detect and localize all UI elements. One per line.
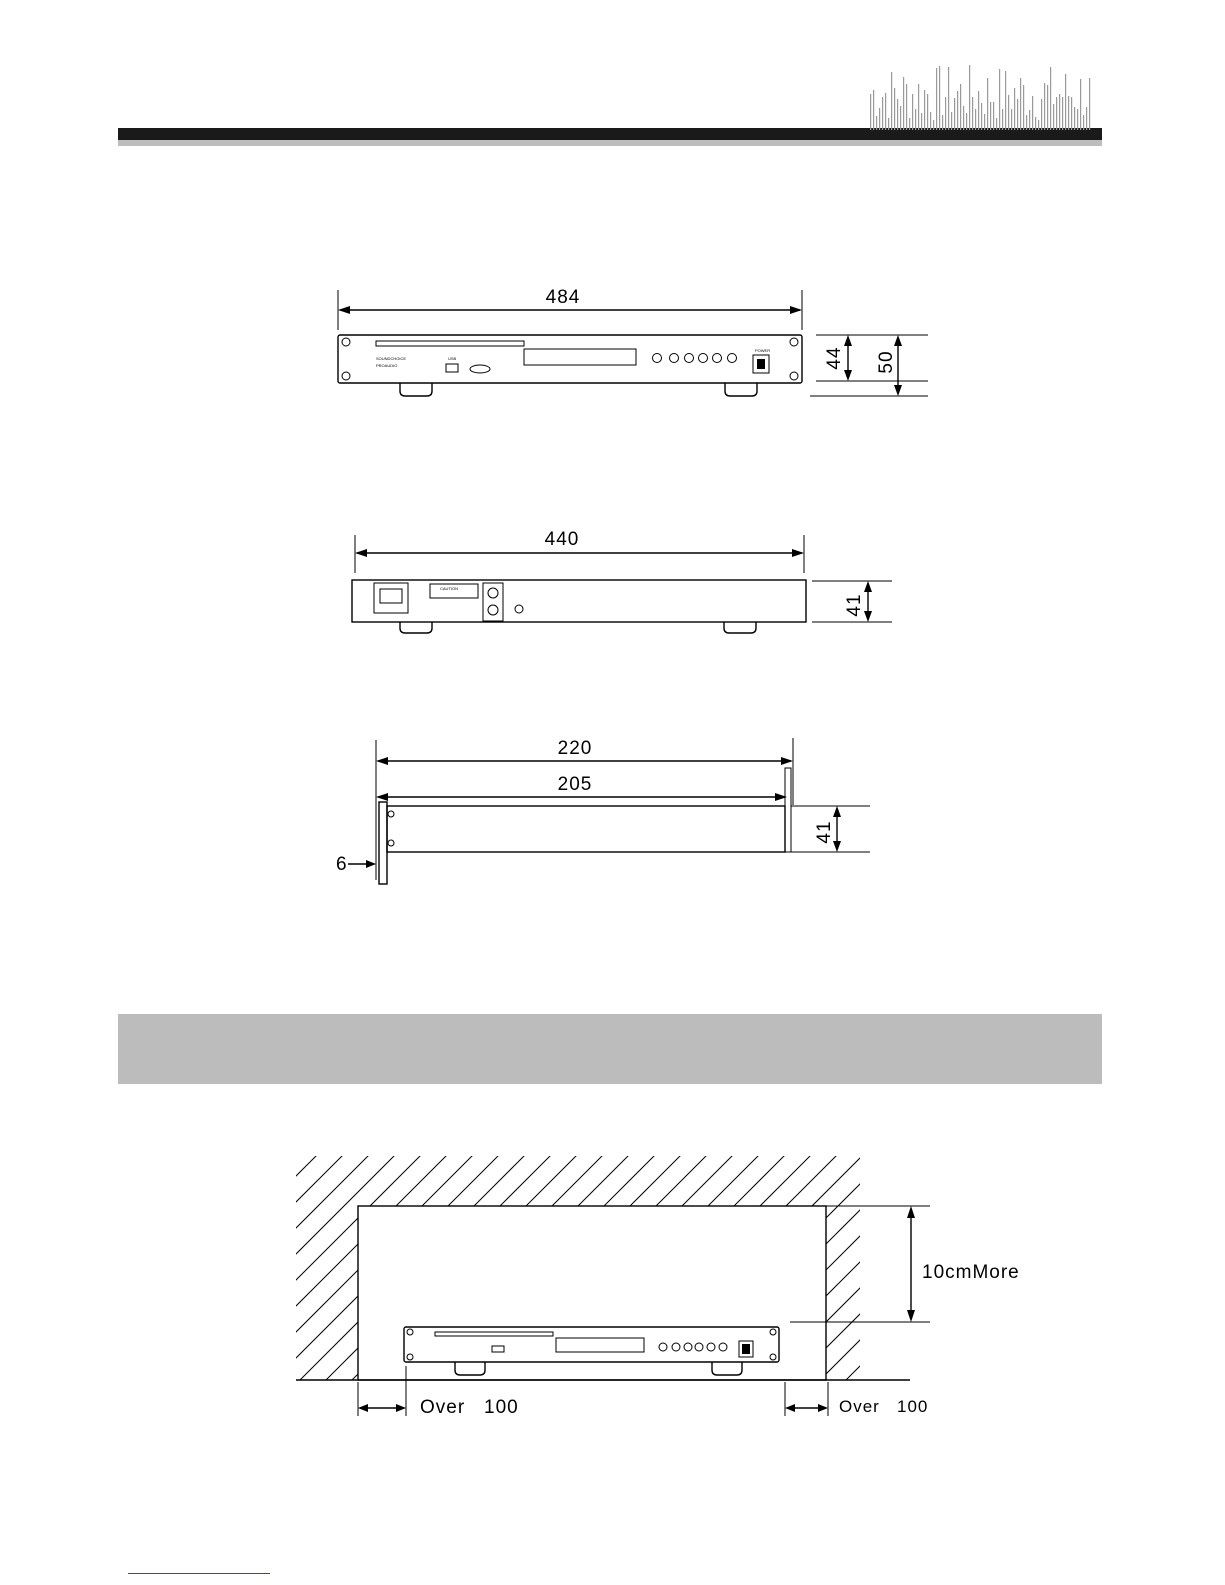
equalizer-bar [1005, 71, 1006, 130]
equalizer-bar [876, 116, 877, 130]
left-clearance-label: Over 100 [420, 1397, 519, 1418]
equalizer-bar [972, 97, 973, 130]
equalizer-bar [987, 78, 988, 130]
equalizer-bar [1020, 78, 1021, 130]
footer-link-underline [128, 1573, 270, 1574]
equalizer-bar [873, 90, 874, 130]
equalizer-bar [936, 68, 937, 130]
front-height-50-label: 50 [876, 350, 897, 374]
equalizer-bar [1032, 96, 1033, 130]
equalizer-bar [957, 91, 958, 130]
side-depth-220-label: 220 [557, 738, 593, 759]
equalizer-bar [963, 106, 964, 130]
equalizer-bar [1002, 109, 1003, 130]
front-usb-label: USB [448, 356, 457, 361]
right-clearance-label: Over 100 [839, 1397, 929, 1416]
top-clearance-label: 10cmMore [922, 1262, 1020, 1283]
front-brand-label: SOUNDCHOICE [376, 356, 407, 361]
equalizer-bar [966, 113, 967, 130]
equalizer-bar [1074, 107, 1075, 130]
equalizer-bar [948, 67, 949, 130]
equalizer-bar [969, 65, 970, 130]
equalizer-bar [939, 66, 940, 130]
equalizer-bar [1086, 107, 1087, 130]
equalizer-bar [1041, 99, 1042, 130]
front-height-44-label: 44 [824, 346, 845, 370]
equalizer-bar [1083, 115, 1084, 130]
front-width-label: 484 [545, 287, 581, 308]
equalizer-bar [1068, 96, 1069, 130]
equalizer-bar [906, 84, 907, 130]
equalizer-bar [1047, 85, 1048, 130]
equalizer-bar [1071, 97, 1072, 130]
equalizer-bar [885, 93, 886, 130]
equalizer-bar [1011, 109, 1012, 130]
section-banner [118, 1014, 1102, 1084]
equalizer-bar [1059, 94, 1060, 130]
equalizer-bar [900, 106, 901, 130]
equalizer-bar [930, 112, 931, 130]
equalizer-bar [903, 77, 904, 130]
rear-caution-label: CAUTION [440, 586, 458, 591]
equalizer-bar [912, 94, 913, 130]
equalizer-bar [888, 118, 889, 130]
equalizer-bar [1065, 74, 1066, 130]
header-equalizer-graphic [870, 64, 1092, 130]
equalizer-bar [894, 88, 895, 130]
side-view-diagram [300, 730, 960, 890]
side-panel-label: 6 [336, 854, 348, 875]
equalizer-bar [951, 112, 952, 130]
equalizer-bar [1044, 83, 1045, 130]
equalizer-bar [1050, 67, 1051, 130]
equalizer-bar [1014, 88, 1015, 130]
equalizer-bar [1029, 110, 1030, 130]
equalizer-bar [1062, 97, 1063, 130]
equalizer-bar [879, 108, 880, 130]
header-accent-bar [118, 140, 1102, 146]
equalizer-bar [996, 118, 997, 130]
equalizer-bar [927, 94, 928, 130]
equalizer-bar [942, 115, 943, 130]
side-height-label: 41 [814, 820, 835, 844]
equalizer-bar [1017, 99, 1018, 130]
equalizer-bar [981, 103, 982, 130]
rear-view-diagram [300, 525, 960, 655]
equalizer-bar [978, 91, 979, 130]
equalizer-bar [1080, 79, 1081, 130]
equalizer-bar [960, 84, 961, 130]
equalizer-bar [945, 97, 946, 130]
equalizer-bar [1077, 109, 1078, 130]
equalizer-bar [1089, 78, 1090, 130]
equalizer-bar [1026, 115, 1027, 130]
equalizer-bar [918, 84, 919, 130]
equalizer-bar [999, 69, 1000, 130]
installation-diagram [280, 1140, 1040, 1430]
equalizer-bar [1038, 120, 1039, 130]
equalizer-bar [921, 113, 922, 130]
equalizer-bar [975, 109, 976, 130]
equalizer-bar [1035, 117, 1036, 130]
equalizer-bar [1023, 85, 1024, 130]
equalizer-bar [909, 118, 910, 130]
side-depth-205-label: 205 [557, 774, 593, 795]
rear-width-label: 440 [544, 529, 580, 550]
front-brand-sub-label: PROAUDIO [376, 363, 398, 368]
equalizer-bar [984, 114, 985, 130]
equalizer-bar [1053, 104, 1054, 130]
equalizer-bar [897, 99, 898, 130]
equalizer-bar [882, 97, 883, 130]
equalizer-bar [990, 102, 991, 130]
front-view-diagram [300, 280, 960, 420]
equalizer-bar [933, 120, 934, 130]
equalizer-bar [870, 94, 871, 130]
rear-height-label: 41 [844, 593, 865, 617]
equalizer-bar [891, 72, 892, 130]
front-power-label: POWER [755, 348, 771, 353]
equalizer-bar [954, 98, 955, 130]
equalizer-bar [1008, 95, 1009, 130]
equalizer-bar [1056, 97, 1057, 130]
equalizer-bar [924, 90, 925, 130]
equalizer-bar [915, 109, 916, 130]
equalizer-bar [993, 102, 994, 130]
